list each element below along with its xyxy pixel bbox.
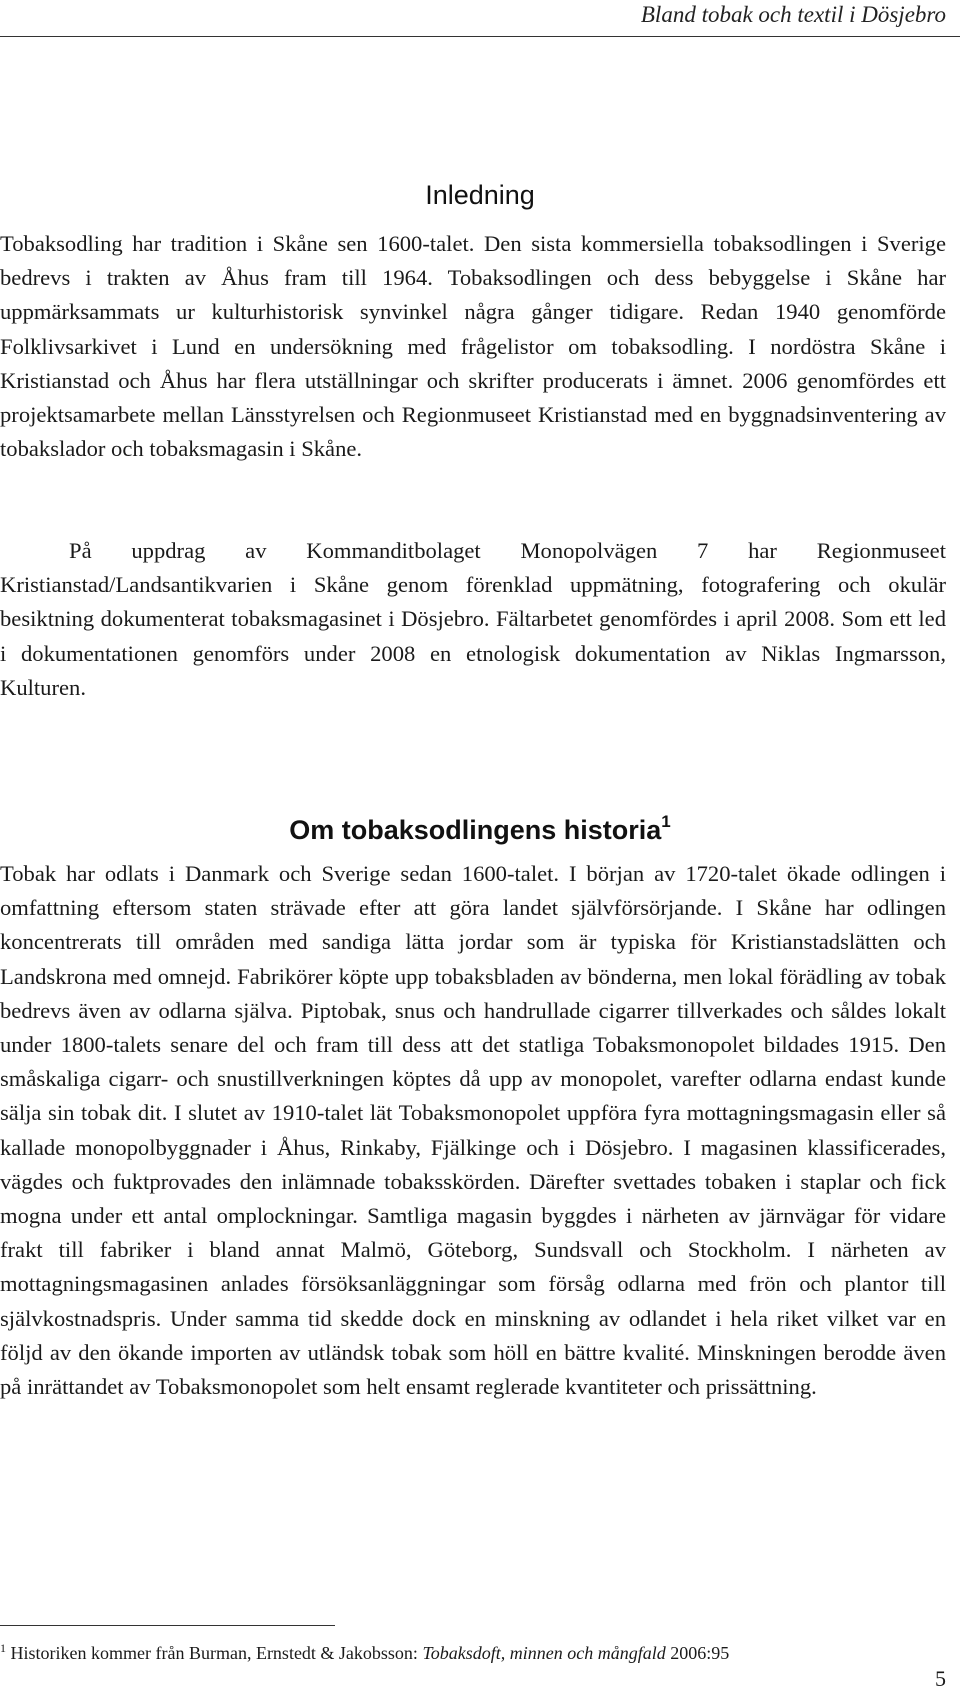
footnote-number: 1: [0, 1641, 6, 1655]
page-number: 5: [935, 1666, 946, 1691]
section-heading-history: [0, 814, 960, 846]
intro-paragraph-2: På uppdrag av Kommanditbolaget Monopolvägen 7 har Regionmuseet Kristianstad/Landsantikvarien i Skåne genom förenklad uppmätning, fotografering och okulär besiktning dokumenterat tobaksmagasinet i Dösjebro. Fältarbetet genomfördes i april 2008. Som ett led i dokumentationen genomförs under 2008 en etnologisk dokumentation av Niklas Ingmarsson, Kulturen.: [0, 538, 946, 700]
footnote-text-after: 2006:95: [665, 1643, 730, 1663]
history-heading-text: Om tobaksodlingens historia: [289, 815, 662, 845]
history-paragraph: Tobak har odlats i Danmark och Sverige sedan 1600-talet. I början av 1720-talet ökade odlingen i omfattning eftersom staten strävade efter att göra landet självförsörjande. I Skåne har odlingen koncentrerats till områden med sandiga lätta jordar som är typiska för Kristianstadslätten och Landskrona med omnejd. Fabrikörer köpte upp tobaksbladen av bönderna, men lokal förädling av tobak bedrevs även av odlarna själva. Piptobak, snus och handrullade cigarrer tillverkades och såldes lokalt under 1800-talets senare del och fram till dess att det statliga Tobaksmonopolet bildades 1915. Den småskaliga cigarr- och snustillverkningen köptes då upp av monopolet, varefter odlarna endast kunde sälja sin tobak dit. I slutet av 1910-talet lät Tobaksmonopolet uppföra fyra mottagningsmagasin eller så kallade monopolbyggnader i Åhus, Rinkaby, Fjälkinge och i Dösjebro. I magasinen klassificerades, vägdes och fuktprovades den inlämnade tobaksskörden. Därefter svettades tobaken i staplar och fick mogna under ett antal omplockningar. Samtliga magasin byggdes i närheten av järnvägar för vidare frakt till fabriker i bland annat Malmö, Göteborg, Sundsvall och Stockholm. I närheten av mottagningsmagasinen anlades försöksanläggningar som försåg odlarna med frön och plantor till självkostnadspris. Under samma tid skedde dock en minskning av odlandet i hela riket vilket var en följd av den ökande importen av utländsk tobak som höll en bättre kvalité. Minskningen berodde även på inrättandet av Tobaksmonopolet som helt ensamt reglerade kvantiteter och prissättning.: [0, 861, 946, 1400]
footnote-reference[interactable]: 1: [661, 812, 671, 831]
footnote-divider: [0, 1625, 335, 1626]
running-header: [0, 0, 960, 37]
footnote: [0, 1636, 946, 1665]
footnote-text-before: Historiken kommer från Burman, Ernstedt & Jakobsson:: [6, 1643, 423, 1663]
section-heading-intro: Inledning: [425, 180, 535, 210]
intro-paragraph-1: Tobaksodling har tradition i Skåne sen 1600-talet. Den sista kommersiella tobaksodlingen i Sverige bedrevs i trakten av Åhus fram till 1964. Tobaksodlingen och dess bebyggelse i Skåne har uppmärksammats ur kulturhistorisk synvinkel några gånger tidigare. Redan 1940 genomförde Folklivsarkivet i Lund en undersökning med frågelistor om tobaksodling. I nordöstra Skåne i Kristianstad och Åhus har flera utställningar och skrifter producerats i ämnet. 2006 genomfördes ett projektsamarbete mellan Länsstyrelsen och Regionmuseet Kristianstad med en byggnadsinventering av tobakslador och tobaksmagasin i Skåne.: [0, 231, 946, 462]
footnote-book-title: Tobaksdoft, minnen och mångfald: [422, 1643, 666, 1663]
running-header-title: Bland tobak och textil i Dösjebro: [640, 2, 946, 27]
